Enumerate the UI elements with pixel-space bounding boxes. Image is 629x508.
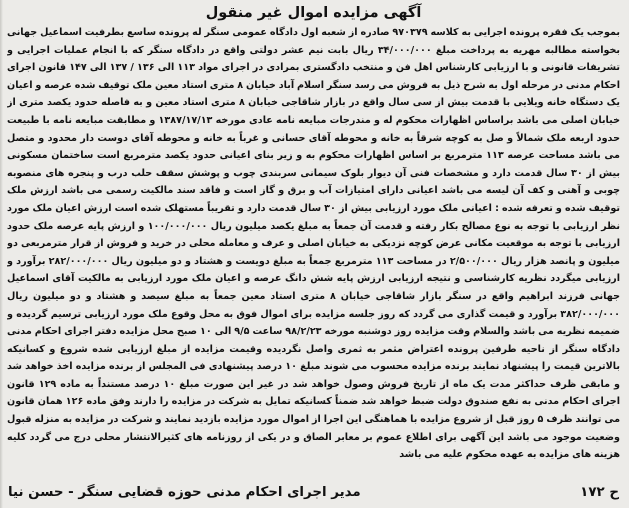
scan-edge-shadow (0, 0, 3, 508)
notice-body: بموجب یک فقره پرونده اجرایی به کلاسه ۹۷۰۳۷۹ صادره از شعبه اول دادگاه عمومی سنگر له پرونده ساسع بطرفیت اسماعیل جهانی بخواسته مطالبه مهریه به پرداخت مبلغ ۳۴/۰۰۰/۰۰۰ ریال بابت نیم عشر دولتی واقع در دادگاه سنگر که با انجام عملیات اجرایی و تشریفات قانونی و با ارزیابی کارشناس اهل فن و منتخب دادگستری بمرادی در اجرای مواد ۱۱۳ الی ۱۳۶ / ۱۳۷ الی ۱۴۷ قانون اجرای احکام مدنی در مرحله اول به شرح ذیل به فروش می رسد سنگر اسلام آباد خیابان ۸ متری استاد معین ملک توقیف شده عرصه و اعیان یک دستگاه خانه ویلایی با قدمت بیش از سی سال واقع در بازار شاقاجی خیابان ۸ متری استاد معین و به فاصله حدود یکصد متری از خیابان اصلی می باشد براساس اظهارات محکوم له و مندرجات مبایعه نامه عادی مورخه ۱۳۸۷/۱۷/۱۳ و مطابقت مبایعه نامه با طبیعت حدود اربعه ملک شمالاً و صل به کوچه شرقاً به خانه و محوطه آقای حسانی و غرباً به خانه و محوطه آقای دوست دار محدود و متصل می باشد مساحت عرصه ۱۱۳ مترمربع بر اساس اظهارات محکوم به و زیر بنای اعیانی حدود یکصد مترمربع است ساختمان مسکونی بیش از ۳۰ سال قدمت دارد و مشخصات فنی آن دیوار بلوک سیمانی سربندی چوب و پوشش سقف حلب درب و پنجره های منصوبه چوبی و آهنی و کف آن لیسه می باشد اعیانی دارای امتیازات آب و برق و گاز است و فاقد سند مالکیت رسمی می باشد ارزش ملک توقیف شده و تعرفه شده : اعیانی ملک مورد ارزیابی بیش از ۳۰ سال قدمت دارد و تقریباً مستهلک شده است ارزش اعیان ملک مورد نظر ارزیابی با توجه به نوع مصالح بکار رفته و قدمت آن جمعاً به مبلغ یکصد میلیون ریال ۱۰۰/۰۰۰/۰۰۰ و ارزش پایه عرصه ملک حدود ارزیابی با توجه به موقعیت مکانی عرض کوچه نزدیکی به خیابان اصلی و عرف و معامله محلی در خرید و فروش از قرار مترمربعی دو میلیون و پانصد هزار ریال ۲/۵۰۰/۰۰۰ در مساحت ۱۱۳ مترمربع جمعاً به مبلغ دویست و هشتاد و دو میلیون ریال ۲۸۲/۰۰۰/۰۰۰ برآورد و ارزیابی میگردد نظریه کارشناسی و نتیجه ارزیابی ارزش پایه شش دانگ عرصه و اعیان ملک مورد ارزیابی به مالکیت آقای اسماعیل جهانی فرزند ابراهیم واقع در سنگر بازار شاقاجی خیابان ۸ متری استاد معین جمعاً به مبلغ سیصد و هشتاد و دو میلیون ریال ۳۸۲/۰۰۰/۰۰۰ برآورد و قیمت گذاری می گردد که روز جلسه مزایده برای اموال فوق به محل وقوع ملک مورد ارزیابی ترسیم گردیده و ضمیمه نظریه می باشد والسلام وقت مزایده روز دوشنبه مورخه ۹۸/۲/۲۳ ساعت ۹/۵ الی ۱۰ صبح محل مزایده دفتر اجرای احکام مدنی دادگاه سنگر از ناحیه طرفین پرونده اعتراض مثمر به ثمری واصل نگردیده وقیمت مزایده از مبلغ ارزیابی شده شروع و کسانیکه بالاترین قیمت را پیشنهاد نمایند برنده مزایده محسوب می شوند مبلغ ۱۰ درصد پیشنهادی فی المجلس از برنده مزایده اخذ خواهد شد و مابقی ظرف حداکثر مدت یک ماه از تاریخ فروش وصول خواهد شد در غیر این صورت مبلغ ۱۰ درصد مستنداً به ماده ۱۲۹ قانون اجرای احکام مدنی به نفع صندوق دولت ضبط خواهد شد ضمناً کسانیکه تمایل به شرکت در مزایده را دارند وفق ماده ۱۲۶ همان قانون می توانند ظرف ۵ روز قبل از شروع مزایده با هماهنگی این اجرا از اموال مورد مزایده بازدید نمایند و شرکت در مزایده به منزله قبول وضعیت موجود می باشد این آگهی برای اطلاع عموم بر معابر الصاق و در یکی از روزنامه های کثیرالانتشار محلی درج می گردد کلیه هزینه های مزایده به عهده محکوم علیه می باشد (7, 27, 620, 461)
notice-code: ح ۱۷۲ (580, 484, 619, 500)
notice-footer (8, 480, 619, 504)
notice-title: آگهی مزایده اموال غیر منقول (205, 5, 422, 21)
notice-signature: مدیر اجرای احکام مدنی حوزه قضایی سنگر - حسن نیا (8, 484, 361, 500)
